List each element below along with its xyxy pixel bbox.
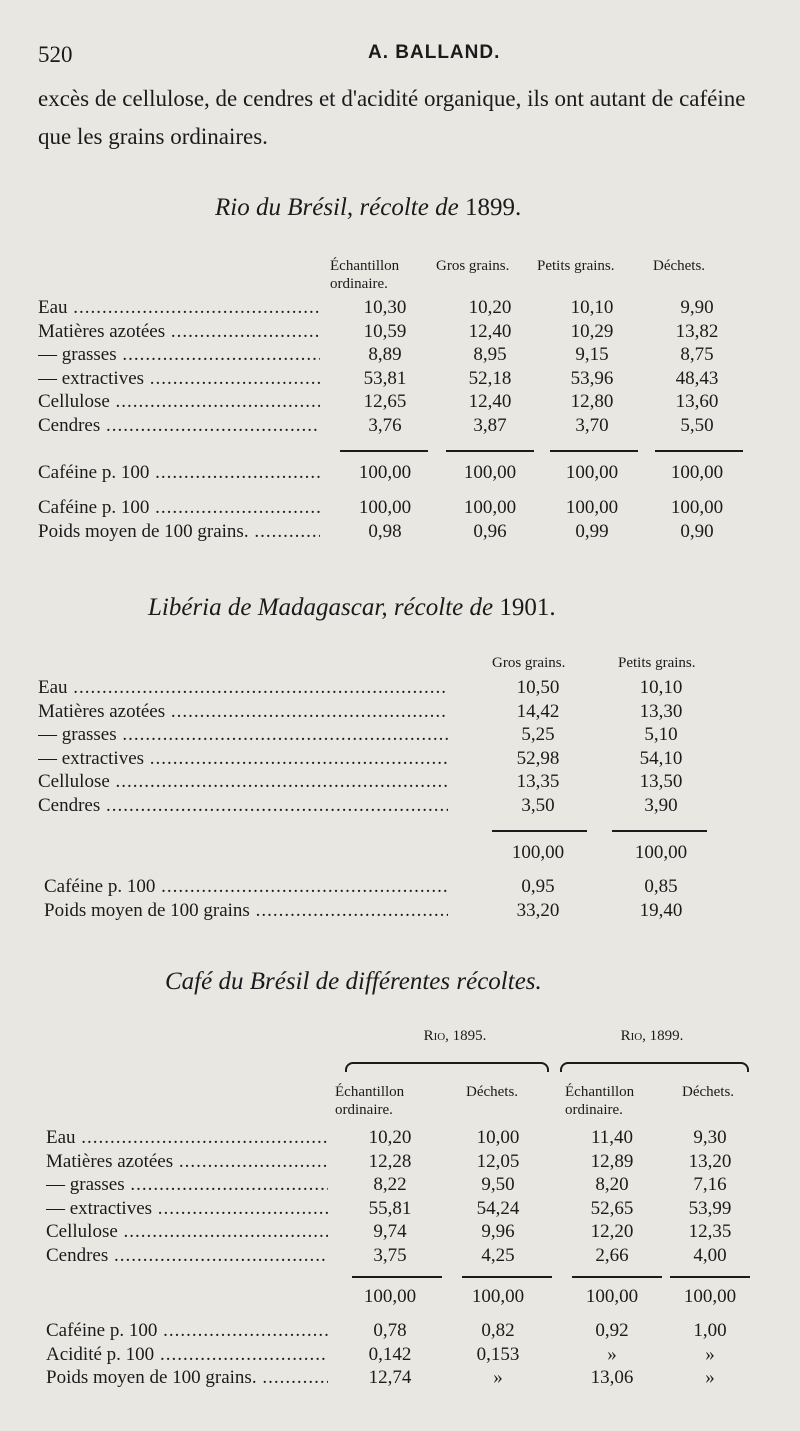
page-header xyxy=(38,42,778,78)
row-value: 100,00 xyxy=(358,497,412,518)
table2-row xyxy=(0,748,800,772)
row-label: — extractives ..... xyxy=(46,1198,328,1220)
row-value: 13,60 xyxy=(675,391,719,412)
row-label: Poids moyen de 100 grains. ..... xyxy=(38,521,320,543)
row-value: 0,99 xyxy=(575,520,609,542)
row-value: 12,74 xyxy=(368,1367,412,1388)
table3-row xyxy=(0,1151,800,1175)
total-rule xyxy=(492,830,587,832)
table1-row xyxy=(0,321,800,345)
row-value: 100,00 xyxy=(565,497,619,518)
row-value: 5,50 xyxy=(680,414,714,436)
row-value: 10,20 xyxy=(368,1127,412,1148)
row-label: Eau ..... xyxy=(38,677,448,699)
row-value: 13,20 xyxy=(688,1150,732,1172)
row-value: 54,24 xyxy=(476,1197,520,1219)
row-label: Matières azotées ..... xyxy=(46,1151,328,1173)
row-value: 52,98 xyxy=(516,747,560,769)
row-value: 3,90 xyxy=(644,794,678,816)
row-value: 55,81 xyxy=(368,1197,412,1219)
row-value: 4,00 xyxy=(693,1244,727,1266)
row-value: » xyxy=(607,1343,617,1365)
row-value: 52,18 xyxy=(468,367,512,389)
row-value: » xyxy=(705,1343,715,1365)
row-value: 3,75 xyxy=(373,1244,407,1266)
row-value: 53,99 xyxy=(688,1197,732,1219)
row-value: 53,81 xyxy=(363,367,407,389)
table2-row xyxy=(0,795,800,819)
row-label: Eau ..... xyxy=(38,297,320,319)
row-value: 9,15 xyxy=(575,344,609,365)
table3-col-header: Déchets. xyxy=(682,1084,735,1100)
table3-row xyxy=(0,1198,800,1222)
total-value: 100,00 xyxy=(358,462,412,483)
table1-row xyxy=(0,391,800,415)
row-value: 53,96 xyxy=(570,367,614,389)
row-value: 12,89 xyxy=(590,1150,634,1172)
row-value: 9,96 xyxy=(481,1221,515,1242)
row-value: 8,95 xyxy=(473,344,507,365)
row-value: 3,70 xyxy=(575,414,609,436)
row-value: » xyxy=(493,1367,503,1388)
table2-row xyxy=(0,900,800,924)
table3-row xyxy=(0,1245,800,1269)
table3-row xyxy=(0,1174,800,1198)
row-value: 0,92 xyxy=(595,1320,629,1341)
row-value: 9,30 xyxy=(693,1127,727,1148)
row-value: 0,96 xyxy=(473,520,507,542)
row-value: 13,06 xyxy=(590,1367,634,1388)
row-value: 19,40 xyxy=(639,899,683,921)
row-value: 13,82 xyxy=(675,320,719,342)
row-value: 13,50 xyxy=(639,771,683,792)
row-value: 1,00 xyxy=(693,1320,727,1341)
row-label: Cellulose ..... xyxy=(38,391,320,413)
table3-col-header: Échantillon ordinaire. xyxy=(335,1084,405,1118)
total-value: 100,00 xyxy=(471,1286,525,1307)
row-label: — extractives ..... xyxy=(38,368,320,390)
row-value: 10,30 xyxy=(363,297,407,318)
row-value: 0,95 xyxy=(521,876,555,897)
row-value: 13,35 xyxy=(516,771,560,792)
table3-row xyxy=(0,1221,800,1245)
row-value: 3,50 xyxy=(521,794,555,816)
row-label: — grasses ..... xyxy=(46,1174,328,1196)
table1-row xyxy=(0,521,800,545)
row-value: 0,98 xyxy=(368,520,402,542)
total-rule xyxy=(655,450,743,452)
table1-row xyxy=(0,462,800,486)
row-value: 10,29 xyxy=(570,320,614,342)
total-value: 100,00 xyxy=(511,842,565,863)
row-label: Cendres ..... xyxy=(38,415,320,437)
row-value: 0,142 xyxy=(368,1343,412,1365)
group-header: Rio, 1895. xyxy=(423,1028,487,1044)
running-head: A. BALLAND. xyxy=(368,42,501,63)
table2-row xyxy=(0,724,800,748)
row-label: Caféine p. 100 ..... xyxy=(38,462,320,484)
row-label: Caféine p. 100 ..... xyxy=(46,1320,328,1342)
row-value: 9,50 xyxy=(481,1174,515,1195)
row-value: 10,20 xyxy=(468,297,512,318)
table1-col-header: Échantillon ordinaire. xyxy=(330,258,400,292)
row-value: 12,28 xyxy=(368,1150,412,1172)
row-value: 0,90 xyxy=(680,520,714,542)
row-label: Poids moyen de 100 grains ..... xyxy=(44,900,448,922)
row-value: 5,10 xyxy=(644,724,678,745)
row-value: 10,10 xyxy=(639,677,683,698)
row-value: 8,75 xyxy=(680,344,714,365)
row-label: — grasses ..... xyxy=(38,724,448,746)
table3-col-header: Déchets. xyxy=(466,1084,519,1100)
table2-title: Libéria de Madagascar, récolte de 1901. xyxy=(148,594,556,621)
page-number: 520 xyxy=(38,42,73,67)
total-rule xyxy=(550,450,638,452)
row-value: 54,10 xyxy=(639,747,683,769)
total-rule xyxy=(612,830,707,832)
table1-row xyxy=(0,497,800,521)
row-value: 4,25 xyxy=(481,1244,515,1266)
row-value: 10,50 xyxy=(516,677,560,698)
table1-row xyxy=(0,368,800,392)
table2-col-header: Gros grains. xyxy=(492,655,566,671)
table2-row xyxy=(0,842,800,866)
table3-row xyxy=(0,1286,800,1310)
total-value: 100,00 xyxy=(565,462,619,483)
row-value: 12,40 xyxy=(468,391,512,412)
row-value: 9,90 xyxy=(680,297,714,318)
table1-row xyxy=(0,415,800,439)
total-rule xyxy=(670,1276,750,1278)
row-value: 8,89 xyxy=(368,344,402,365)
table2-row xyxy=(0,771,800,795)
row-value: 12,35 xyxy=(688,1221,732,1242)
row-label: Poids moyen de 100 grains. ..... xyxy=(46,1367,328,1389)
row-value: 2,66 xyxy=(595,1244,629,1266)
table1-row xyxy=(0,297,800,321)
intro-paragraph: excès de cellulose, de cendres et d'acidité organique, ils ont autant de caféine que les grains ordinaires. xyxy=(38,86,746,149)
row-label: Cellulose ..... xyxy=(46,1221,328,1243)
row-value: 11,40 xyxy=(590,1127,634,1148)
table2-col-header: Petits grains. xyxy=(618,655,696,671)
row-label: Cellulose ..... xyxy=(38,771,448,793)
row-label: Cendres ..... xyxy=(46,1245,328,1267)
table1-col-header: Déchets. xyxy=(653,258,706,274)
row-value: 12,40 xyxy=(468,320,512,342)
row-label: Cendres ..... xyxy=(38,795,448,817)
table1-col-header: Petits grains. xyxy=(537,258,615,274)
table3-row xyxy=(0,1320,800,1344)
table1-title: Rio du Brésil, récolte de 1899. xyxy=(215,194,522,221)
table3-row xyxy=(0,1367,800,1391)
row-label: — extractives ..... xyxy=(38,748,448,770)
row-value: 0,78 xyxy=(373,1320,407,1341)
total-value: 100,00 xyxy=(585,1286,639,1307)
table3-row xyxy=(0,1344,800,1368)
row-value: 0,82 xyxy=(481,1320,515,1341)
row-label: Acidité p. 100 ..... xyxy=(46,1344,328,1366)
row-label: Caféine p. 100 ..... xyxy=(44,876,448,898)
row-value: 0,85 xyxy=(644,876,678,897)
total-rule xyxy=(462,1276,552,1278)
row-value: 13,30 xyxy=(639,700,683,722)
row-value: 48,43 xyxy=(675,367,719,389)
row-value: 10,00 xyxy=(476,1127,520,1148)
row-label: Caféine p. 100 ..... xyxy=(38,497,320,519)
row-value: » xyxy=(705,1367,715,1388)
row-value: 12,20 xyxy=(590,1221,634,1242)
row-value: 5,25 xyxy=(521,724,555,745)
row-label: Matières azotées ..... xyxy=(38,321,320,343)
table3-title: Café du Brésil de différentes récoltes. xyxy=(165,968,542,995)
table2-row xyxy=(0,677,800,701)
row-value: 33,20 xyxy=(516,899,560,921)
row-value: 7,16 xyxy=(693,1174,727,1195)
total-rule xyxy=(352,1276,442,1278)
row-value: 10,59 xyxy=(363,320,407,342)
table1-col-header: Gros grains. xyxy=(436,258,510,274)
total-value: 100,00 xyxy=(363,1286,417,1307)
total-value: 100,00 xyxy=(670,462,724,483)
row-value: 8,20 xyxy=(595,1174,629,1195)
row-value: 100,00 xyxy=(463,497,517,518)
table1-row xyxy=(0,344,800,368)
table3-col-header: Échantillon ordinaire. xyxy=(565,1084,635,1118)
total-value: 100,00 xyxy=(634,842,688,863)
row-value: 100,00 xyxy=(670,497,724,518)
row-value: 12,80 xyxy=(570,391,614,412)
row-value: 8,22 xyxy=(373,1174,407,1195)
group-brace xyxy=(345,1062,549,1072)
total-value: 100,00 xyxy=(683,1286,737,1307)
row-value: 52,65 xyxy=(590,1197,634,1219)
total-value: 100,00 xyxy=(463,462,517,483)
row-value: 14,42 xyxy=(516,700,560,722)
row-label: Matières azotées ..... xyxy=(38,701,448,723)
total-rule xyxy=(340,450,428,452)
table3-row xyxy=(0,1127,800,1151)
row-value: 3,76 xyxy=(368,414,402,436)
row-label: Eau ..... xyxy=(46,1127,328,1149)
row-value: 0,153 xyxy=(476,1343,520,1365)
row-value: 3,87 xyxy=(473,414,507,436)
table2-row xyxy=(0,876,800,900)
table2-row xyxy=(0,701,800,725)
row-value: 12,05 xyxy=(476,1150,520,1172)
row-label: — grasses ..... xyxy=(38,344,320,366)
group-header: Rio, 1899. xyxy=(620,1028,684,1044)
row-value: 12,65 xyxy=(363,391,407,412)
row-value: 9,74 xyxy=(373,1221,407,1242)
group-brace xyxy=(560,1062,749,1072)
total-rule xyxy=(446,450,534,452)
total-rule xyxy=(572,1276,662,1278)
row-value: 10,10 xyxy=(570,297,614,318)
